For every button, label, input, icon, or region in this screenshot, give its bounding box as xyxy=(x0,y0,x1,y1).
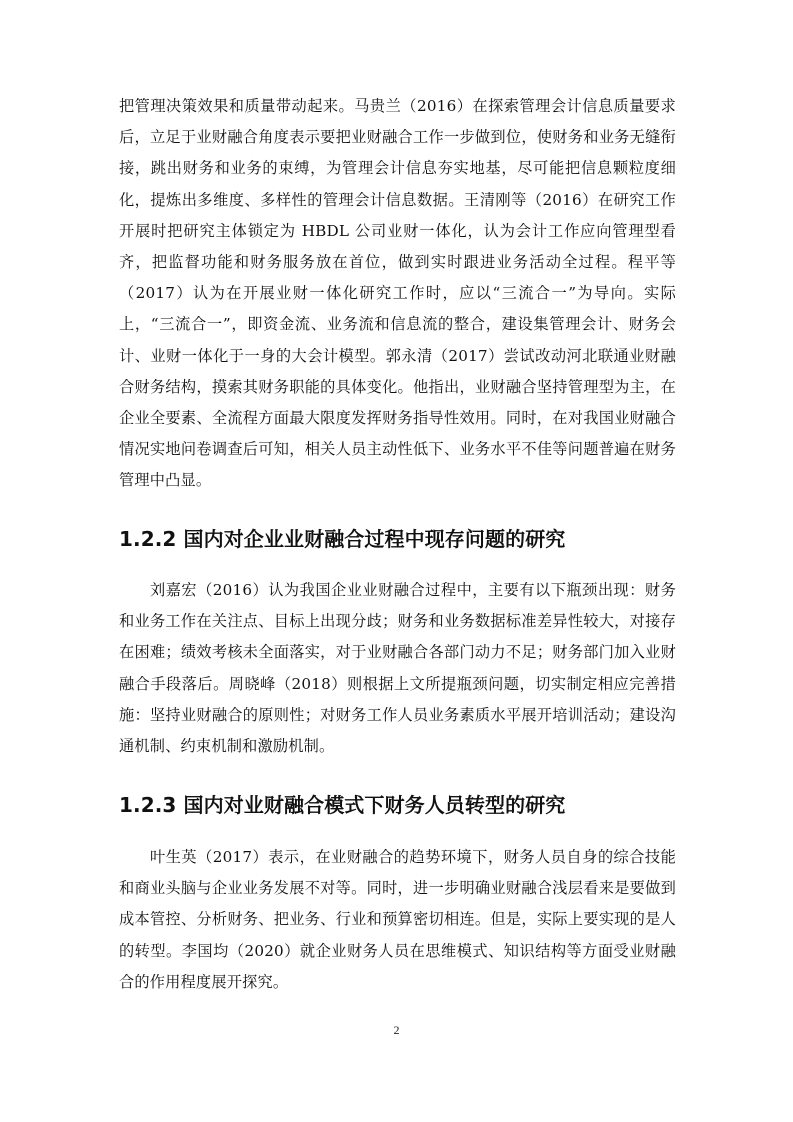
body-paragraph-continuation: 把管理决策效果和质量带动起来。马贵兰（2016）在探索管理会计信息质量要求后，立足于业财融合角度表示要把业财融合工作一步做到位，使财务和业务无缝衔接，跳出财务和业务的束缚，为管理会计信息夯实地基，尽可能把信息颗粒度细化，提炼出多维度、多样性的管理会计信息数据。王清刚等（2016）在研究工作开展时把研究主体锁定为 HBDL 公司业财一体化，认为会计工作应向管理型看齐，把监督功能和财务服务放在首位，做到实时跟进业务活动全过程。程平等（2017）认为在开展业财一体化研究工作时，应以“三流合一”为导向。实际上，“三流合一”，即资金流、业务流和信息流的整合，建设集管理会计、财务会计、业财一体化于一身的大会计模型。郭永清（2017）尝试改动河北联通业财融合财务结构，摸索其财务职能的具体变化。他指出，业财融合坚持管理型为主，在企业全要素、全流程方面最大限度发挥财务指导性效用。同时，在对我国业财融合情况实地问卷调查后可知，相关人员主动性低下、业务水平不佳等问题普遍在财务管理中凸显。 xyxy=(119,97,676,490)
section-heading-1-2-3: 1.2.3 国内对业财融合模式下财务人员转型的研究 xyxy=(119,793,566,817)
body-paragraph-section-1-2-3: 叶生英（2017）表示，在业财融合的趋势环境下，财务人员自身的综合技能和商业头脑与企业业务发展不对等。同时，进一步明确业财融合浅层看来是要做到成本管控、分析财务、把业务、行业和预算密切相连。但是，实际上要实现的是人的转型。李国均（2020）就企业财务人员在思维模式、知识结构等方面受业财融合的作用程度展开探究。 xyxy=(119,848,676,991)
body-paragraph-section-1-2-2: 刘嘉宏（2016）认为我国企业业财融合过程中，主要有以下瓶颈出现：财务和业务工作在关注点、目标上出现分歧；财务和业务数据标准差异性较大，对接存在困难；绩效考核未全面落实，对于业财融合各部门动力不足；财务部门加入业财融合手段落后。周晓峰（2018）则根据上文所提瓶颈问题，切实制定相应完善措施：坚持业财融合的原则性；对财务工作人员业务素质水平展开培训活动；建设沟通机制、约束机制和激励机制。 xyxy=(119,581,676,756)
section-heading-1-2-2: 1.2.2 国内对企业业财融合过程中现存问题的研究 xyxy=(119,527,566,551)
page-number: 2 xyxy=(393,1023,400,1037)
